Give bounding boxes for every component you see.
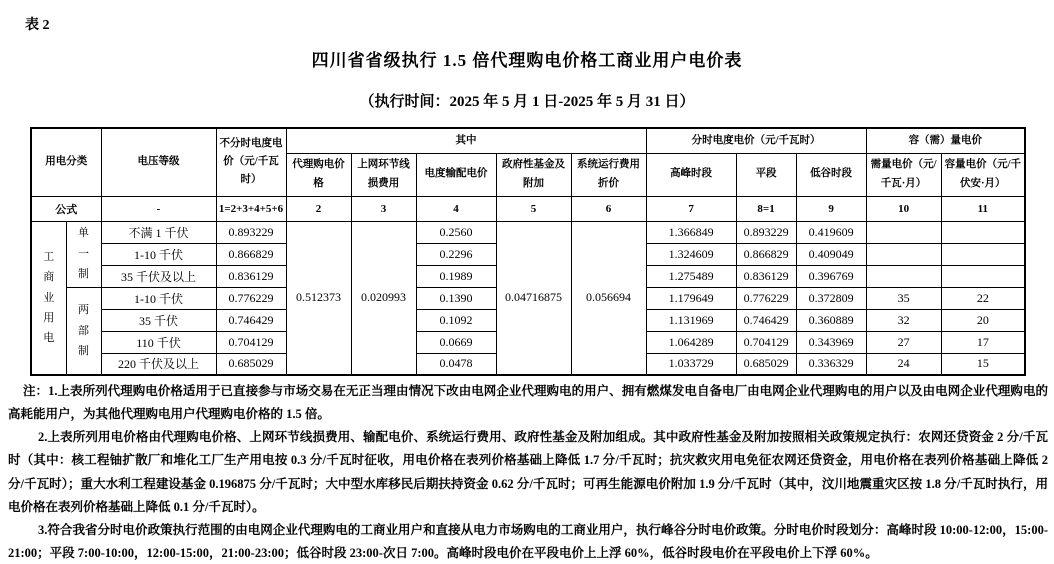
formula-line-loss: 3 — [351, 196, 416, 221]
valley-cell: 0.419609 — [796, 221, 866, 243]
flat-period-cell: 0.685029 — [736, 353, 796, 375]
header-distribution-price: 电度输配电价 — [416, 153, 496, 196]
group-single-label: 单一制 — [78, 227, 89, 281]
capacity-cell: 17 — [941, 331, 1025, 353]
valley-cell: 0.396769 — [796, 265, 866, 287]
demand-cell — [866, 265, 941, 287]
flat-period-cell: 0.866829 — [736, 243, 796, 265]
voltage-cell: 不满 1 千伏 — [101, 221, 216, 243]
header-peak-period: 高峰时段 — [646, 153, 736, 196]
valley-cell: 0.409049 — [796, 243, 866, 265]
system-cost-cell: 0.056694 — [571, 221, 646, 375]
group-two-part-cell — [66, 287, 101, 375]
valley-cell: 0.360889 — [796, 309, 866, 331]
header-usage-category: 用电分类 — [31, 128, 101, 196]
peak-cell: 1.275489 — [646, 265, 736, 287]
gov-fund-cell: 0.04716875 — [496, 221, 571, 375]
header-valley-period: 低谷时段 — [796, 153, 866, 196]
flat-period-cell: 0.776229 — [736, 287, 796, 309]
table-number-label: 表 2 — [25, 18, 50, 33]
capacity-cell: 22 — [941, 287, 1025, 309]
distribution-cell: 0.0478 — [416, 353, 496, 375]
distribution-cell: 0.1390 — [416, 287, 496, 309]
demand-cell — [866, 243, 941, 265]
flat-price-cell: 0.704129 — [216, 331, 286, 353]
header-demand-price: 需量电价（元/千瓦·月） — [866, 153, 941, 196]
peak-cell: 1.131969 — [646, 309, 736, 331]
header-capacity-demand: 容（需）量电价 — [866, 128, 1025, 153]
distribution-cell: 0.1092 — [416, 309, 496, 331]
formula-label: 公式 — [31, 196, 101, 221]
capacity-cell: 15 — [941, 353, 1025, 375]
valley-cell: 0.336329 — [796, 353, 866, 375]
formula-distribution: 4 — [416, 196, 496, 221]
voltage-cell: 35 千伏 — [101, 309, 216, 331]
note-paragraph-2: 2.上表所列用电价格由代理购电价格、上网环节线损费用、输配电价、系统运行费用、政府性基金及附加组成。其中政府性基金及附加按照相关政策规定执行：农网还贷资金 2 分/千瓦时（其中：核工程铀扩散厂和堆化工厂生产用电按 0.3 分/千瓦时征收，用电价格在表列价格基础上降低 1.7 分/千瓦时；抗灾救灾用电免征农网还贷资金，用电价格在表列价格基础上降低 2 分/千瓦时）；重大水利工程建设基金 0.196875 分/千瓦时；大中型水库移民后期扶持资金 0.62 分/千瓦时；可再生能源电价附加 1.9 分/千瓦时（其中，汶川地震重灾区按 1.8 分/千瓦时执行，用电价格在表列价格基础上降低 0.1 分/千瓦时）。 — [8, 430, 1048, 514]
peak-cell: 1.366849 — [646, 221, 736, 243]
price-table — [30, 127, 1026, 376]
header-voltage-level: 电压等级 — [101, 128, 216, 196]
formula-gov-fund: 5 — [496, 196, 571, 221]
demand-cell: 35 — [866, 287, 941, 309]
formula-system: 6 — [571, 196, 646, 221]
distribution-cell: 0.2296 — [416, 243, 496, 265]
capacity-cell — [941, 243, 1025, 265]
category-label: 工商业用电 — [43, 250, 55, 345]
notes-section — [8, 380, 1048, 564]
voltage-cell: 1-10 千伏 — [101, 287, 216, 309]
voltage-cell: 1-10 千伏 — [101, 243, 216, 265]
formula-flat-period: 8=1 — [736, 196, 796, 221]
formula-flat: 1=2+3+4+5+6 — [216, 196, 286, 221]
peak-cell: 1.324609 — [646, 243, 736, 265]
voltage-cell: 35 千伏及以上 — [101, 265, 216, 287]
formula-demand: 10 — [866, 196, 941, 221]
note-paragraph-3: 3.符合我省分时电价政策执行范围的由电网企业代理购电的工商业用户和直接从电力市场购电的工商业用户，执行峰谷分时电价政策。分时电价时段划分：高峰时段 10:00-12:00，15:00-21:00；平段 7:00-10:00，12:00-15:00，21:00-23:00；低谷时段 23:00-次日 7:00。高峰时段电价在平段电价上上浮 60%，低谷时段电价在平段电价上下浮 60%。 — [8, 522, 1048, 560]
capacity-cell — [941, 265, 1025, 287]
flat-price-cell: 0.685029 — [216, 353, 286, 375]
formula-capacity: 11 — [941, 196, 1025, 221]
peak-cell: 1.033729 — [646, 353, 736, 375]
flat-period-cell: 0.893229 — [736, 221, 796, 243]
category-cell — [31, 221, 66, 375]
flat-price-cell: 0.866829 — [216, 243, 286, 265]
flat-price-cell: 0.836129 — [216, 265, 286, 287]
page-subtitle: （执行时间：2025 年 5 月 1 日-2025 年 5 月 31 日） — [359, 94, 695, 110]
demand-cell: 32 — [866, 309, 941, 331]
note-paragraph-1: 注：1.上表所列代理购电价格适用于已直接参与市场交易在无正当理由情况下改由电网企业代理购电的用户、拥有燃煤发电自备电厂由电网企业代理购电的用户以及由电网企业代理购电的高耗能用户，为其他代理购电用户代理购电价格的 1.5 倍。 — [8, 384, 1048, 422]
peak-cell: 1.179649 — [646, 287, 736, 309]
header-among-which: 其中 — [286, 128, 646, 153]
formula-voltage: - — [101, 196, 216, 221]
flat-price-cell: 0.746429 — [216, 309, 286, 331]
formula-valley: 9 — [796, 196, 866, 221]
flat-price-cell: 0.776229 — [216, 287, 286, 309]
header-capacity-price: 容量电价（元/千伏安·月） — [941, 153, 1025, 196]
formula-peak: 7 — [646, 196, 736, 221]
distribution-cell: 0.0669 — [416, 331, 496, 353]
group-single-cell — [66, 221, 101, 287]
peak-cell: 1.064289 — [646, 331, 736, 353]
header-system-cost: 系统运行费用折价 — [571, 153, 646, 196]
capacity-cell: 20 — [941, 309, 1025, 331]
page-title: 四川省省级执行 1.5 倍代理购电价格工商业用户电价表 — [311, 51, 743, 70]
header-gov-funds: 政府性基金及附加 — [496, 153, 571, 196]
demand-cell — [866, 221, 941, 243]
valley-cell: 0.343969 — [796, 331, 866, 353]
demand-cell: 24 — [866, 353, 941, 375]
header-flat-price: 不分时电度电价（元/千瓦时） — [216, 128, 286, 196]
demand-cell: 27 — [866, 331, 941, 353]
header-tou-price: 分时电度电价（元/千瓦时） — [646, 128, 866, 153]
agency-price-cell: 0.512373 — [286, 221, 351, 375]
voltage-cell: 110 千伏 — [101, 331, 216, 353]
distribution-cell: 0.1989 — [416, 265, 496, 287]
flat-price-cell: 0.893229 — [216, 221, 286, 243]
group-two-part-label: 两部制 — [78, 304, 89, 357]
header-flat-period: 平段 — [736, 153, 796, 196]
voltage-cell: 220 千伏及以上 — [101, 353, 216, 375]
line-loss-cell: 0.020993 — [351, 221, 416, 375]
distribution-cell: 0.2560 — [416, 221, 496, 243]
flat-period-cell: 0.704129 — [736, 331, 796, 353]
header-agency-price: 代理购电价格 — [286, 153, 351, 196]
capacity-cell — [941, 221, 1025, 243]
formula-agency: 2 — [286, 196, 351, 221]
header-line-loss: 上网环节线损费用 — [351, 153, 416, 196]
valley-cell: 0.372809 — [796, 287, 866, 309]
flat-period-cell: 0.836129 — [736, 265, 796, 287]
flat-period-cell: 0.746429 — [736, 309, 796, 331]
